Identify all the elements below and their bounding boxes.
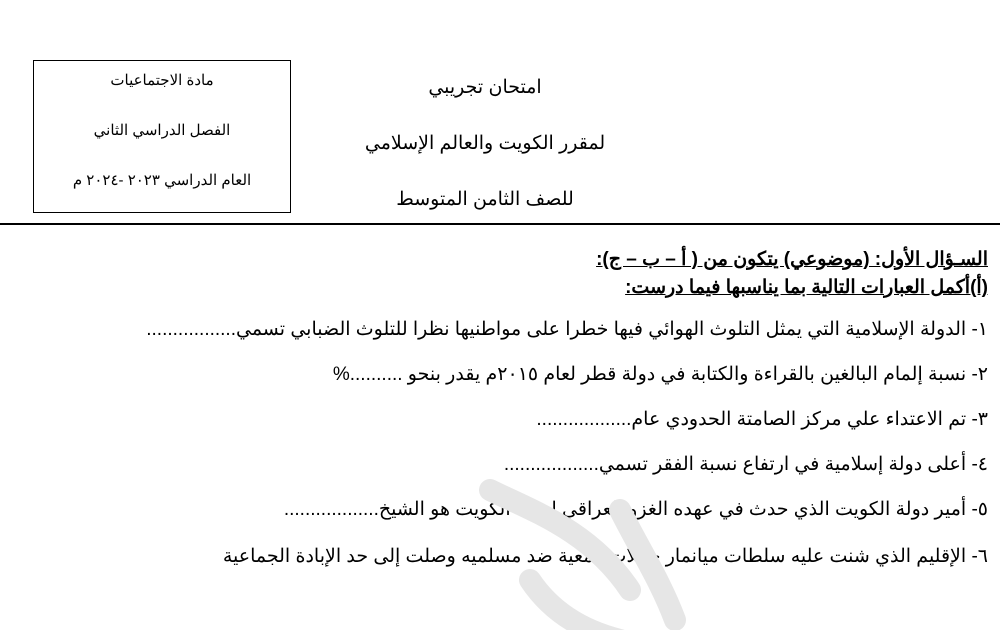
watermark-stroke — [620, 510, 675, 620]
subject-label: مادة الاجتماعيات — [110, 72, 214, 89]
watermark-stroke — [490, 490, 630, 590]
semester-label: الفصل الدراسي الثاني — [93, 122, 231, 139]
grade-title: للصف الثامن المتوسط — [396, 189, 574, 210]
question-item-3: ٣- تم الاعتداء علي مركز الصامتة الحدودي عام.................. — [536, 409, 988, 430]
course-title: لمقرر الكويت والعالم الإسلامي — [364, 133, 606, 154]
part-a-heading: (أ)أكمل العبارات التالية بما يناسبها فيما درست: — [625, 277, 988, 298]
header-divider — [0, 223, 1000, 225]
question-one-heading: السـؤال الأول: (موضوعي) يتكون من ( أ – ب – ج): — [596, 249, 988, 270]
question-item-5: ٥- أمير دولة الكويت الذي حدث في عهده الغزو العراقي لدولة الكويت هو الشيخ.................. — [283, 499, 988, 520]
subject-info-box — [33, 60, 291, 213]
watermark-stroke — [530, 580, 620, 630]
question-item-2: ٢- نسبة إلمام البالغين بالقراءة والكتابة في دولة قطر لعام ٢٠١٥م يقدر بنحو ..........% — [332, 364, 988, 385]
exam-title: امتحان تجريبي — [428, 77, 542, 98]
academic-year-label: العام الدراسي ٢٠٢٣ -٢٠٢٤ م — [72, 172, 252, 189]
question-item-1: ١- الدولة الإسلامية التي يمثل التلوث الهوائي فيها خطرا على مواطنيها نظرا للتلوث الضبابي تسمي................. — [146, 319, 988, 340]
question-item-4: ٤- أعلى دولة إسلامية في ارتفاع نسبة الفقر تسمي.................. — [503, 454, 988, 475]
watermark-logo — [470, 470, 700, 630]
question-item-6: ٦- الإقليم الذي شنت عليه سلطات ميانمار حملات قمعية ضد مسلميه وصلت إلى حد الإبادة الجماعية — [222, 546, 988, 567]
